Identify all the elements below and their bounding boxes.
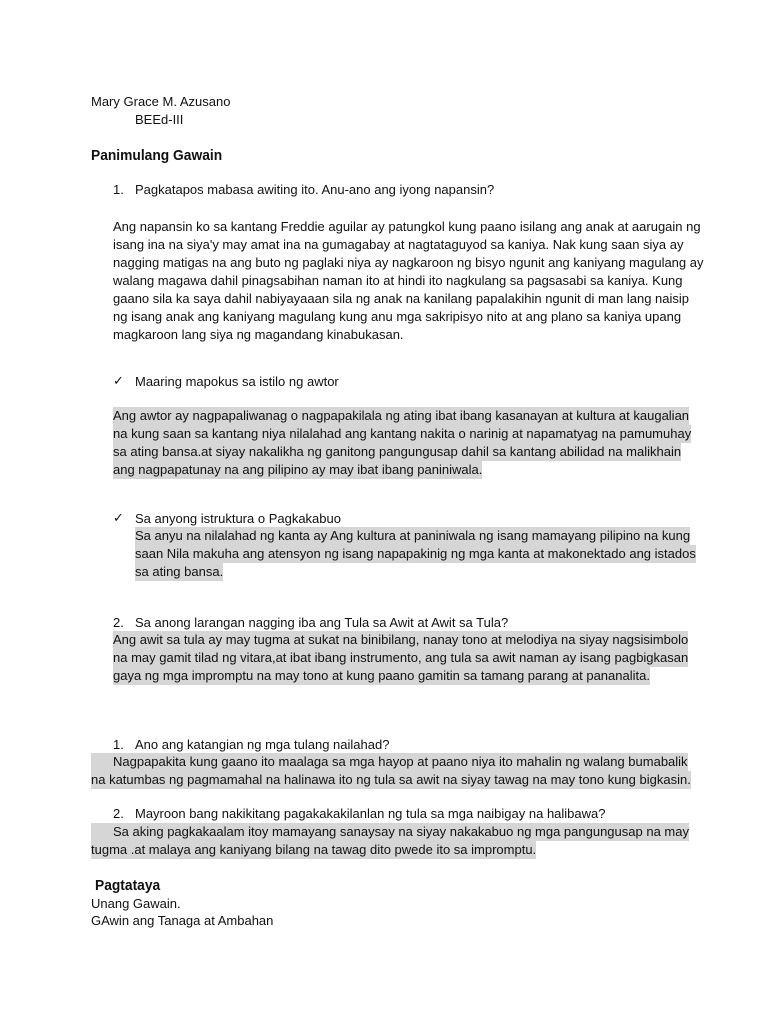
answer-line: isang ina na siya'y may amat ina na gumagabay at nagtataguyod sa kaniya. Nak kung saan siya ay: [113, 237, 684, 252]
answer-line: sa ating bansa.: [135, 564, 224, 579]
answer-line: Nagpapakita kung gaano ito maalaga sa mga hayop at paano niya ito mahalin ng walang bumabalik: [91, 753, 688, 771]
answer-line: ang nagpapatunay na ang pilipino ay may ibat ibang paniniwala.: [113, 462, 483, 477]
answer-line: sa ating bansa.at siyay nakalikha ng ganitong pangungusap dahil sa kantang abilidad na malikhain: [113, 444, 682, 459]
highlighted-answer-paragraph: [91, 823, 689, 859]
activity-label: Unang Gawain.: [91, 896, 181, 911]
author-name: Mary Grace M. Azusano: [91, 94, 231, 109]
check-label: Sa anyong istruktura o Pagkakabuo: [135, 511, 341, 526]
answer-line: Ang awtor ay nagpapaliwanag o nagpapakilala ng ating ibat ibang kasanayan at kultura at kaugalian: [113, 408, 690, 423]
answer-line: walang magawa dahil pinagsabihan naman ito at hindi ito nagkulang sa pagsasabi sa kaniya. Kung: [113, 273, 683, 288]
answer-line: Ang napansin ko sa kantang Freddie aguilar ay patungkol kung paano isilang ang anak at aarugain ng: [113, 219, 701, 234]
checkmark-icon: ✓: [113, 373, 124, 388]
question-number: 2.: [113, 806, 124, 821]
highlighted-answer-paragraph: [135, 527, 696, 581]
section-title-panimulang-gawain: Panimulang Gawain: [91, 147, 223, 164]
check-label: Maaring mapokus sa istilo ng awtor: [135, 374, 339, 389]
question-text: Ano ang katangian ng mga tulang nailahad?: [135, 737, 390, 752]
highlighted-answer-paragraph: [91, 753, 691, 789]
answer-line: gaano sila ka saya dahil nabiyayaaan sila ng anak na kanilang papalakihin ngunit di man lang naisip: [113, 291, 690, 306]
answer-paragraph: [113, 218, 703, 344]
answer-line: na katumbas ng pagmamahal na halinawa ito ng tula sa awit na siyay tawag na may tono kung bigkasin.: [91, 772, 691, 787]
highlighted-answer-paragraph: [113, 407, 691, 479]
question-number: 2.: [113, 615, 124, 630]
answer-line: nagging matigas na ang buto ng paglaki niya ay nagkaroon ng bisyo ngunit ang kaniyang magulang ay: [113, 255, 704, 270]
answer-line: magkaroon lang siya ng magandang kinabukasan.: [113, 327, 404, 342]
answer-line: tugma .at malaya ang kaniyang bilang na tawag dito pwede ito sa impromptu.: [91, 842, 537, 857]
answer-line: Ang awit sa tula ay may tugma at sukat na binibilang, nanay tono at melodiya na siyay nagsisimbolo: [113, 632, 689, 647]
answer-line: saan Nila makuha ang atensyon ng isang napapakinig ng mga kanta at makonektado ang istados: [135, 546, 696, 561]
answer-line: na may gamit tilad ng vitara,at ibat ibang instrumento, ang tula sa awit naman ay isang pagbigkasan: [113, 650, 689, 665]
answer-line: Sa aking pagkakaalam itoy mamayang sanaysay na siyay nakakabuo ng mga pangungusap na may: [91, 823, 689, 841]
answer-line: na kung saan sa kantang niya nilalahad ang kantang nakita o narinig at napamatyag na pamumuhay: [113, 426, 692, 441]
question-text: Sa anong larangan nagging iba ang Tula sa Awit at Awit sa Tula?: [135, 615, 509, 630]
checkmark-icon: ✓: [113, 510, 124, 525]
question-text: Mayroon bang nakikitang pagakakakilanlan ng tula sa mga naibigay na halibawa?: [135, 806, 606, 821]
answer-line: Sa anyu na nilalahad ng kanta ay Ang kultura at paniniwala ng isang mamayang pilipino na kung: [135, 528, 691, 543]
answer-line: ng isang anak ang kaniyang magulang kung anu mga sakripisyo nito at ang plano sa kaniya upang: [113, 309, 682, 324]
section-title-pagtataya: Pagtataya: [95, 877, 161, 894]
question-text: Pagkatapos mabasa awiting ito. Anu-ano ang iyong napansin?: [135, 182, 495, 197]
course-label: BEEd-III: [135, 112, 184, 127]
question-number: 1.: [113, 737, 124, 752]
activity-instruction: GAwin ang Tanaga at Ambahan: [91, 913, 274, 928]
highlighted-answer-paragraph: [113, 631, 688, 685]
question-number: 1.: [113, 182, 124, 197]
answer-line: gaya ng mga impromptu na may tono at kung paano gamitin sa tamang parang at pananalita.: [113, 668, 650, 683]
